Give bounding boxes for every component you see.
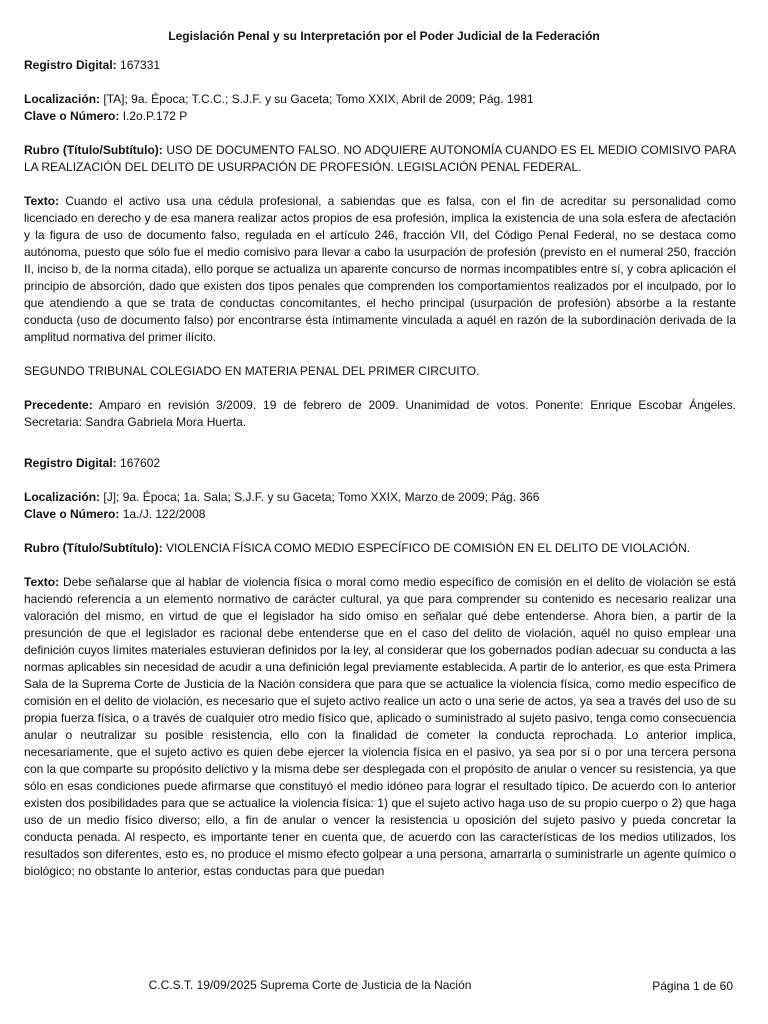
registro-label: Registro Digital:	[24, 58, 117, 72]
texto-label: Texto:	[24, 194, 60, 208]
clave-value: I.2o.P.172 P	[122, 109, 188, 123]
texto-value: Cuando el activo usa una cédula profesional, a sabiendas que es falsa, con el fin de acreditar su personalidad como licenciado en derecho y de esa manera realizar actos propios de esa profesión, implica la existencia de una sola esfera de afectación y la figura de uso de documento falso, regulada en el artículo 246, fracción VII, del Código Penal Federal, no se destaca como autónoma, puesto que sólo fue el medio comisivo para llevar a cabo la usurpación de profesión (previsto en el numeral 250, fracción II, inciso b, de la norma citada), ello porque se actualiza un aparente concurso de normas incompatibles entre sí, y cobra aplicación el principio de absorción, dado que existen dos tipos penales que comprenden los comportamientos realizados por el inculpado, por lo que atendiendo a que se trata de conductas concomitantes, el hecho principal (usurpación de profesión) absorbe a la restante conducta (uso de documento falso) por encontrarse ésta íntimamente vinculada a aquél en razón de la subordinación derivada de la amplitud normativa del primer ilícito.	[24, 194, 736, 344]
rubro-value: USO DE DOCUMENTO FALSO. NO ADQUIERE AUTONOMÍA CUANDO ES EL MEDIO COMISIVO PARA LA REALIZACIÓN DEL DELITO DE USURPACIÓN DE PROFESIÓN. LEGISLACIÓN PENAL FEDERAL.	[24, 143, 737, 174]
registro-digital	[24, 57, 736, 74]
precedente	[24, 397, 736, 431]
texto-label: Texto:	[24, 575, 60, 589]
registro-digital	[24, 455, 736, 472]
registro-label: Registro Digital:	[24, 456, 117, 470]
rubro	[24, 540, 736, 557]
page-number: Página 1 de 60	[652, 979, 733, 993]
localizacion	[24, 91, 736, 108]
texto-value: Debe señalarse que al hablar de violencia física o moral como medio específico de comisión en el delito de violación se está haciendo referencia a un elemento normativo de carácter cultural, ya que para comprender su contenido es necesario realizar una valoración del mismo, en virtud de que el legislador ha sido omiso en señalar qué debe entenderse. Ahora bien, a partir de la presunción de que el legislador es racional debe entenderse que en el caso del delito de violación, aquél no quiso emplear una definición cuyos límites materiales estuvieran definidos por la ley, al considerar que los gobernados podían adecuar su conducta a las normas aplicables sin necesidad de acudir a una definición legal previamente establecida. A partir de lo anterior, es que esta Primera Sala de la Suprema Corte de Justicia de la Nación considera que para que se actualice la violencia física, como medio específico de comisión en el delito de violación, es necesario que el sujeto activo realice un acto o una serie de actos, ya sea a través del uso de su propia fuerza física, o a través de cualquier otro medio físico que, aplicado o suministrado al sujeto pasivo, tenga como consecuencia anular o neutralizar su posible resistencia, ello con la finalidad de cometer la conducta reprochada. Lo anterior implica, necesariamente, que el sujeto activo es quien debe ejercer la violencia física en el pasivo, ya sea por sí o por una tercera persona con la que comparte su propósito delictivo y la misma debe ser desplegada con el propósito de anular o vencer su resistencia, ya que sólo en esas condiciones puede afirmarse que constituyó el medio idóneo para lograr el resultado típico. De acuerdo con lo anterior existen dos posibilidades para que se actualice la violencia física: 1) que el sujeto activo haga uso de su propio cuerpo o 2) que haga uso de un medio físico diverso; ello, a fin de anular o vencer la resistencia u oposición del sujeto pasivo y pueda concretar la conducta penada. Al respecto, es importante tener en cuenta que, de acuerdo con las características de los medios utilizados, los resultados son diferentes, esto es, no produce el mismo efecto golpear a una persona, amarrarla o suministrarle un agente químico o biológico; no obstante lo anterior, estas conductas para que puedan	[24, 575, 736, 878]
registro-value: 167331	[120, 58, 161, 72]
thesis-entry	[24, 57, 736, 431]
footer-source: C.C.S.T. 19/09/2025 Suprema Corte de Justicia de la Nación	[148, 978, 472, 992]
registro-value: 167602	[120, 456, 161, 470]
clave-numero	[24, 506, 736, 523]
thesis-entry	[24, 455, 736, 880]
clave-label: Clave o Número:	[24, 507, 120, 521]
localizacion	[24, 489, 736, 506]
texto	[24, 574, 736, 880]
localizacion-value: [J]; 9a. Época; 1a. Sala; S.J.F. y su Gaceta; Tomo XXIX, Marzo de 2009; Pág. 366	[103, 490, 540, 504]
localizacion-label: Localización:	[24, 92, 101, 106]
rubro-value: VIOLENCIA FÍSICA COMO MEDIO ESPECÍFICO DE COMISIÓN EN EL DELITO DE VIOLACIÓN.	[165, 541, 691, 555]
clave-value: 1a./J. 122/2008	[122, 507, 206, 521]
rubro-label: Rubro (Título/Subtítulo):	[24, 143, 163, 157]
precedente-label: Precedente:	[24, 398, 93, 412]
texto	[24, 193, 736, 346]
rubro	[24, 142, 736, 176]
clave-label: Clave o Número:	[24, 109, 120, 123]
rubro-label: Rubro (Título/Subtítulo):	[24, 541, 163, 555]
document-body	[24, 57, 736, 880]
tribunal: SEGUNDO TRIBUNAL COLEGIADO EN MATERIA PENAL DEL PRIMER CIRCUITO.	[24, 364, 480, 378]
page-title: Legislación Penal y su Interpretación por el Poder Judicial de la Federación	[168, 29, 600, 43]
localizacion-label: Localización:	[24, 490, 101, 504]
clave-numero	[24, 108, 736, 125]
localizacion-value: [TA]; 9a. Época; T.C.C.; S.J.F. y su Gaceta; Tomo XXIX, Abril de 2009; Pág. 1981	[103, 92, 534, 106]
precedente-value: Amparo en revisión 3/2009. 19 de febrero de 2009. Unanimidad de votos. Ponente: Enrique Escobar Ángeles. Secretaria: Sandra Gabriela Mora Huerta.	[24, 398, 736, 429]
